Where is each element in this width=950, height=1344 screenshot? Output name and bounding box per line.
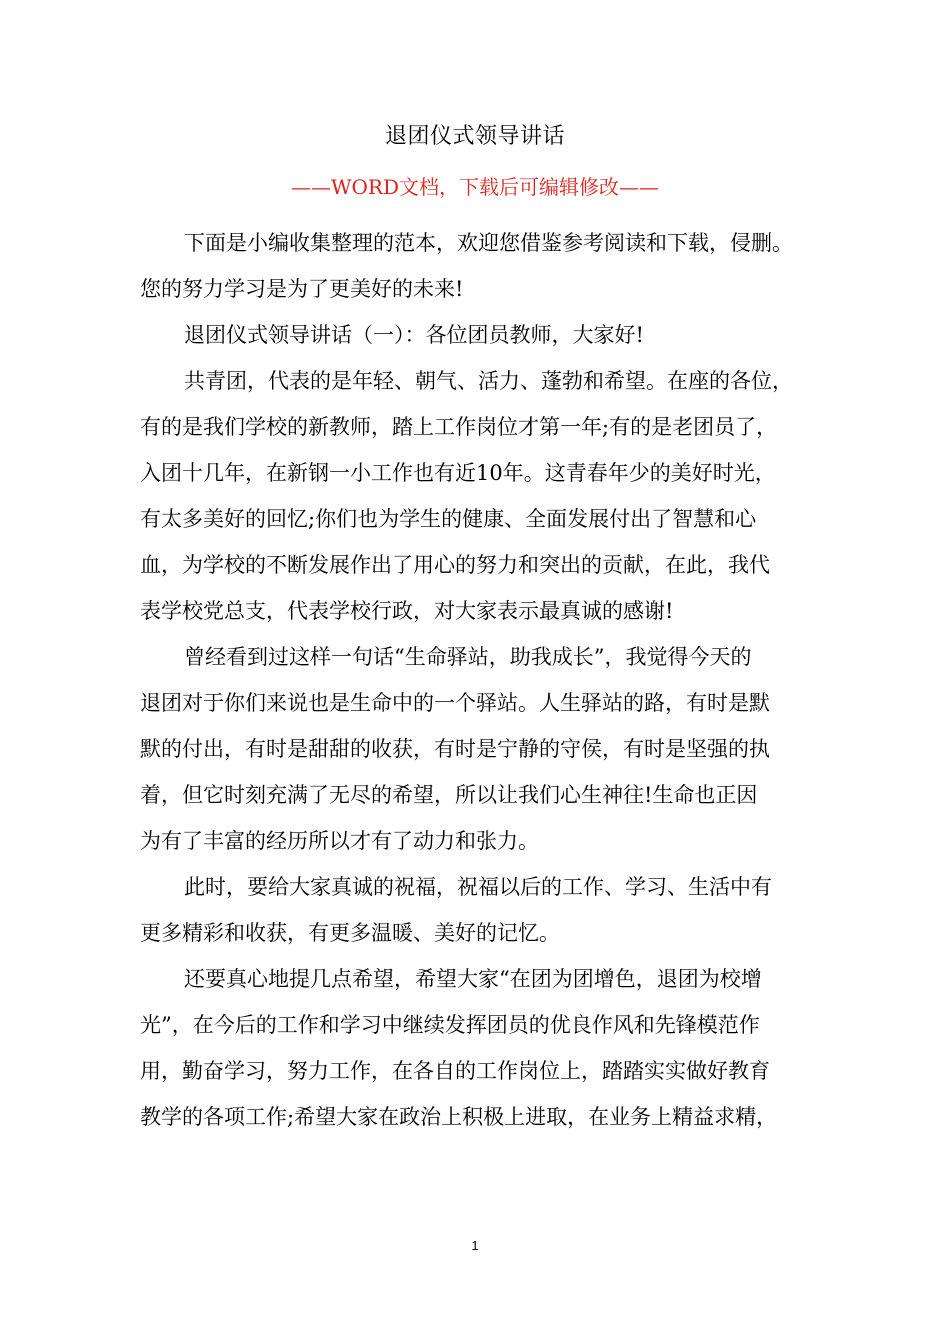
text-line: 默的付出，有时是甜甜的收获，有时是宁静的守侯，有时是坚强的执 bbox=[140, 737, 770, 761]
paragraph-greeting bbox=[140, 312, 830, 358]
paragraph-intro bbox=[140, 220, 830, 312]
text-line: 此时，要给大家真诚的祝福，祝福以后的工作、学习、生活中有 bbox=[184, 875, 772, 899]
text-line: 您的努力学习是为了更美好的未来! bbox=[140, 277, 464, 301]
text-line: 表学校党总支，代表学校行政，对大家表示最真诚的感谢! bbox=[140, 599, 674, 623]
text-line: 更多精彩和收获，有更多温暖、美好的记忆。 bbox=[140, 921, 560, 945]
text-line: 有太多美好的回忆;你们也为学生的健康、全面发展付出了智慧和心 bbox=[140, 507, 757, 531]
text-line: 入团十几年，在新钢一小工作也有近10年。这青春年少的美好时光， bbox=[140, 461, 776, 485]
text-line: 下面是小编收集整理的范本，欢迎您借鉴参考阅读和下载，侵删。 bbox=[184, 231, 793, 255]
text-line: 共青团，代表的是年轻、朝气、活力、蓬勃和希望。在座的各位， bbox=[184, 369, 793, 393]
text-line: 着，但它时刻充满了无尽的希望，所以让我们心生神往!生命也正因 bbox=[140, 783, 758, 807]
page-number: 1 bbox=[471, 1238, 479, 1253]
text-line: 还要真心地提几点希望，希望大家“在团为团增色，退团为校增 bbox=[184, 967, 762, 991]
text-line: 为有了丰富的经历所以才有了动力和张力。 bbox=[140, 829, 539, 853]
text-line: 血，为学校的不断发展作出了用心的努力和突出的贡献，在此，我代 bbox=[140, 553, 770, 577]
text-line: 光”，在今后的工作和学习中继续发挥团员的优良作风和先锋模范作 bbox=[140, 1013, 760, 1037]
document-body bbox=[140, 220, 830, 1140]
paragraph-life-station bbox=[140, 634, 830, 864]
text-line: 用，勤奋学习，努力工作，在各自的工作岗位上，踏踏实实做好教育 bbox=[140, 1059, 770, 1083]
text-line: 退团对于你们来说也是生命中的一个驿站。人生驿站的路，有时是默 bbox=[140, 691, 770, 715]
text-line: 教学的各项工作;希望大家在政治上积极上进取，在业务上精益求精， bbox=[140, 1105, 778, 1129]
text-line: 退团仪式领导讲话（一）：各位团员教师，大家好! bbox=[184, 323, 644, 347]
document-title: 退团仪式领导讲话 bbox=[384, 124, 565, 149]
document-subtitle: ——WORD文档，下载后可编辑修改—— bbox=[290, 175, 660, 199]
paragraph-hopes bbox=[140, 956, 830, 1140]
text-line: 曾经看到过这样一句话“生命驿站，助我成长”，我觉得今天的 bbox=[184, 645, 752, 669]
paragraph-blessing bbox=[140, 864, 830, 956]
text-line: 有的是我们学校的新教师，踏上工作岗位才第一年;有的是老团员了， bbox=[140, 415, 778, 439]
paragraph-youth-league bbox=[140, 358, 830, 634]
